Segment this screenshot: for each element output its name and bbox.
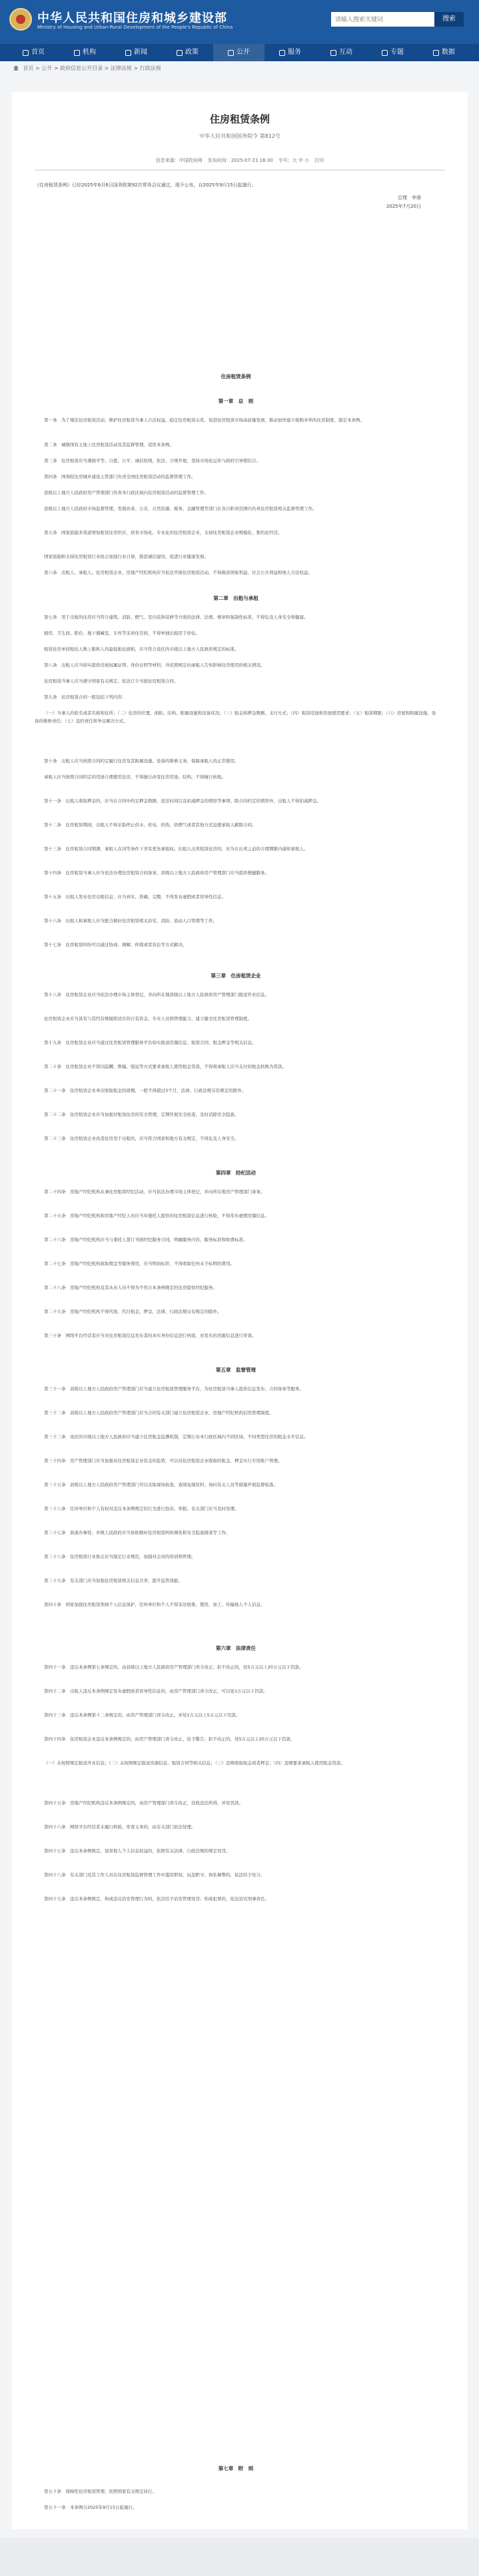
article-paragraph: 第四十三条 违反本条例第十二条规定的，由房产管理部门责令改正，并处1万元以上5万元以下罚款。	[44, 1712, 240, 1718]
nav-item-2[interactable]	[111, 44, 162, 61]
article-paragraph: 第二十六条 房地产经纪机构应当与委托人签订书面经纪服务合同，明确服务内容、服务标准和收费标准。	[44, 1237, 248, 1242]
article-paragraph: 第二十三条 住房租赁企业改造住房用于出租的，应当符合国家和地方有关规定，不得危及人身安全。	[44, 1136, 239, 1141]
home-icon	[13, 65, 19, 71]
article-paragraph: 第三十八条 住房租赁行业协会应当制定行业规范，加强对会员的培训和管理。	[44, 1554, 196, 1559]
org-icon	[74, 50, 80, 56]
nav-item-0[interactable]	[8, 44, 59, 61]
article-paragraph: 第三十四条 房产管理部门应当加强对住房租赁企业资金的监管，可以对住房租赁企业收取的租金、押金实行专用账户管理。	[44, 1458, 282, 1463]
decree-text: 《住房租赁条例》已经2025年6月6日国务院第92次常务会议通过，现予公布，自2025年9月15日起施行。	[35, 182, 256, 188]
article-paragraph: 第三十九条 有关部门应当加强住房租赁相关信息共享，提升监管效能。	[44, 1578, 183, 1583]
search-input[interactable]	[331, 12, 434, 27]
site-header	[0, 0, 479, 44]
article-paragraph: 第十条 出租人应当按照合同约定履行住房及其附属设施、设备的维修义务，保障承租人的正常使用。	[44, 758, 239, 764]
policy-icon	[177, 50, 183, 56]
interact-icon	[330, 50, 336, 56]
breadcrumb	[0, 61, 479, 76]
article-paragraph: 第十六条 出租人和承租人应当配合做好住房租赁相关治安、消防、流动人口管理等工作。	[44, 918, 217, 923]
article-paragraph: 第四十五条 房地产经纪机构违反本条例规定的，由房产管理部门责令改正，没收违法所得，并处罚款。	[44, 1800, 243, 1806]
article-paragraph: 第十二条 住房租赁期间，出租人不得采取停止供水、供电、供热、供燃气或者其他方式迫使承租人解除合同。	[44, 822, 256, 828]
article-meta	[12, 157, 468, 164]
site-title[interactable]: 中华人民共和国住房和城乡建设部	[37, 11, 227, 25]
article-paragraph: 第十九条 住房租赁企业应当通过住房租赁管理服务平台如实报送房源信息、租赁合同、租金押金等相关信息。	[44, 1040, 256, 1045]
nav-label: 政策	[185, 49, 199, 56]
nav-item-6[interactable]	[316, 44, 367, 61]
article-paragraph: 第四十二条 出租人违反本条例规定发布虚假或者误导性信息的，由房产管理部门责令改正，可以处1万元以下罚款。	[44, 1688, 268, 1694]
nav-item-7[interactable]	[367, 44, 418, 61]
article-paragraph: 第十四条 住房租赁当事人应当依法办理住房租赁合同备案，县级以上地方人民政府房产管理部门应当提供便捷服务。	[44, 870, 269, 876]
article-paragraph: （一）未按照规定报送开业信息；（二）未按照规定报送房源信息、租赁合同等相关信息；（三）违规收取租金或者押金；（四）违规要求承租人使用租金贷款。	[44, 1760, 345, 1766]
signature-date: 2025年7月20日	[386, 204, 421, 209]
article-paragraph: 第二十二条 住房租赁企业应当加强对租赁住房的安全管理，定期开展安全检查，及时消除安全隐患。	[44, 1112, 239, 1117]
nav-item-4[interactable]	[213, 44, 264, 61]
page-title: 住房租赁条例	[209, 113, 270, 125]
article-paragraph: 租赁住房单间租住人数上限和人均最低租住面积，应当符合设区的市级以上地方人民政府规定的标准。	[44, 646, 239, 652]
nav-label: 服务	[288, 49, 301, 56]
meta-item: 信息来源：中国政府网	[155, 158, 203, 163]
article-paragraph: 第三十三条 设区的市级以上地方人民政府应当建立住房租金监测机制，定期公布本行政区域内不同区域、不同类型住房的租金水平信息。	[44, 1434, 308, 1439]
nav-label: 专题	[390, 49, 404, 56]
article-paragraph: 第四十八条 有关部门及其工作人员在住房租赁监督管理工作中滥用职权、玩忽职守、徇私舞弊的，依法给予处分。	[44, 1872, 265, 1878]
article-paragraph: 第三十六条 任何单位和个人有权对违反本条例规定的行为进行投诉、举报。有关部门应当及时处理。	[44, 1506, 239, 1511]
article-paragraph: （一）当事人的姓名或者名称和住所；（二）住房的位置、面积、结构、附属设施和设备状况；（三）租金和押金数额、支付方式；（四）租赁用途和房屋使用要求；（五）租赁期限；（六）房屋和附属设施、设备的维修责任；（七）违约责任和争议解决方式。	[35, 710, 436, 724]
article-paragraph: 第十七条 住房租赁纠纷可以通过协商、调解、仲裁或者诉讼等方式解决。	[44, 942, 187, 947]
article-paragraph: 第四十七条 违反本条例规定，侵害他人个人信息权益的，依照有关法律、行政法规的规定处罚。	[44, 1848, 231, 1854]
article-paragraph: 第七条 用于出租的住房应当符合建筑、消防、燃气、室内装饰装修等方面的法律、法规、规章和强制性标准，不得危及人身安全和健康。	[44, 615, 308, 620]
article-paragraph: 县级以上地方人民政府市场监督管理、发展改革、公安、自然资源、税务、金融管理等部门在各自职责范围内负责住房租赁相关监督管理工作。	[44, 506, 317, 511]
article-paragraph: 第二十七条 房地产经纪机构收取佣金等服务费用，应当明码标价，不得收取任何未予标明的费用。	[44, 1261, 235, 1266]
nav-item-3[interactable]	[162, 44, 213, 61]
nav-label: 机构	[83, 49, 96, 56]
article-paragraph: 第三十一条 县级以上地方人民政府房产管理部门应当建立住房租赁管理服务平台，为住房租赁当事人提供信息发布、合同备案等服务。	[44, 1386, 304, 1392]
article-paragraph: 第十五条 出租人发布住房出租信息，应当真实、准确、完整，不得发布虚假或者误导性信息。	[44, 894, 226, 900]
chapter-title: 住房租赁条例	[221, 374, 251, 380]
article-paragraph: 第二十五条 房地产经纪机构和房地产经纪人员应当对委托人提供的住房租赁信息进行核验，不得发布虚假房源信息。	[44, 1213, 269, 1218]
article-paragraph: 第四十条 国家加强住房租赁领域个人信息保护，任何单位和个人不得非法收集、使用、加工、传输他人个人信息。	[44, 1602, 265, 1607]
chapter-title: 第二章 出租与承租	[213, 595, 258, 601]
article-paragraph: 县级以上地方人民政府房产管理部门负责本行政区域内住房租赁活动的监督管理工作。	[44, 490, 209, 495]
open-icon	[228, 50, 234, 56]
breadcrumb-text[interactable]: 首页 > 公开 > 政府信息公开目录 > 法律法规 > 行政法规	[23, 65, 161, 71]
article-paragraph: 承租人应当按照合同约定的用途合理使用住房，不得擅自改变住房用途、结构，不得擅自转租。	[44, 774, 226, 780]
article-paragraph: 第二十一条 住房租赁企业单次收取租金的周期，一般不得超过3个月，法律、行政法规另有规定的除外。	[44, 1088, 246, 1093]
article-paragraph: 第五十一条 本条例自2025年9月15日起施行。	[44, 2505, 137, 2510]
chapter-title: 第五章 监督管理	[216, 1367, 256, 1373]
article-paragraph: 厨房、卫生间、阳台、地下储藏室、车库等非居住空间，不得单独出租用于居住。	[44, 631, 200, 636]
home-icon	[23, 50, 29, 56]
data-icon	[433, 50, 439, 56]
article-paragraph: 第三十五条 县级以上地方人民政府房产管理部门可以采取现场检查、查阅复制资料、询问有关人员等措施开展监督检查。	[44, 1482, 278, 1487]
article-paragraph: 第三条 住房租赁应当遵循平等、自愿、公平、诚信原则，依法、合规开展，坚持市场化运作与政府引导相结合。	[44, 458, 260, 463]
nav-label: 互动	[339, 49, 352, 56]
chapter-title: 第三章 住房租赁企业	[211, 973, 261, 979]
meta-item: 发布时间：2025-07-21 16:30	[207, 158, 273, 163]
article-paragraph: 第三十七条 街道办事处、乡镇人民政府应当协助做好住房租赁纠纷调处和安全隐患排查等工作。	[44, 1530, 231, 1535]
signature-premier: 总理 李强	[398, 195, 421, 200]
news-icon	[125, 50, 131, 56]
nav-item-8[interactable]	[418, 44, 470, 61]
article-paragraph: 第二十四条 房地产经纪机构从事住房租赁经纪活动，应当依法办理市场主体登记，并向所在地房产管理部门备案。	[44, 1189, 265, 1194]
article-paragraph: 第二条 城镇国有土地上住房租赁活动及其监督管理，适用本条例。	[44, 442, 174, 447]
service-icon	[279, 50, 285, 56]
nav-label: 公开	[237, 49, 250, 56]
article-paragraph: 住房租赁当事人应当遵守国家有关规定，依法订立书面住房租赁合同。	[44, 678, 179, 684]
article-paragraph: 国家鼓励和支持住房租赁行业协会加强行业自律，推进诚信建设，促进行业健康发展。	[44, 554, 209, 559]
national-emblem-icon	[9, 8, 32, 31]
article-paragraph: 第四条 国务院住房城乡建设主管部门负责全国住房租赁活动的监督管理工作。	[44, 474, 196, 479]
article-paragraph: 第十八条 住房租赁企业应当依法办理市场主体登记，并向所在地县级以上地方人民政府房产管理部门报送开业信息。	[44, 992, 269, 997]
chapter-title: 第七章 附 则	[218, 2465, 254, 2471]
nav-label: 首页	[31, 49, 45, 56]
nav-item-5[interactable]	[264, 44, 316, 61]
article-paragraph: 第二十条 住房租赁企业不得以隐瞒、欺骗、强迫等方式要求承租人使用租金贷款，不得将承租人应当支付的租金转换为贷款。	[44, 1064, 286, 1069]
chapter-title: 第四章 经纪活动	[216, 1170, 256, 1176]
nav-label: 新闻	[134, 49, 147, 56]
topic-icon	[382, 50, 388, 56]
article-paragraph: 第十三条 住房租赁合同期满，承租人在同等条件下享有优先承租权。出租人出卖租赁住房的，应当在出卖之前的合理期限内通知承租人。	[44, 846, 308, 852]
article-paragraph: 第四十四条 住房租赁企业违反本条例规定的，由房产管理部门责令改正，给予警告；拒不改正的，处5万元以上20万元以下罚款。	[44, 1736, 295, 1742]
article-paragraph: 第二十八条 房地产经纪机构及其从业人员不得为不符合本条例规定的住房提供经纪服务。	[44, 1285, 217, 1290]
main-nav	[0, 44, 479, 61]
article-paragraph: 第四十九条 违反本条例规定，构成违反治安管理行为的，依法给予治安管理处罚；构成犯罪的，依法追究刑事责任。	[44, 1896, 269, 1902]
article-paragraph: 第二十九条 房地产经纪机构不得代收、代付租金、押金，法律、行政法规另有规定的除外。	[44, 1309, 222, 1314]
article-paragraph: 第五条 国家鼓励多渠道增加租赁住房供应，培育市场化、专业化的住房租赁企业，支持住房租赁企业规模化、集约化经营。	[44, 530, 282, 535]
nav-item-1[interactable]	[59, 44, 111, 61]
search-button[interactable]: 搜索	[434, 12, 464, 27]
article-paragraph: 第十一条 出租人收取押金的，应当在合同中约定押金数额、返还时间以及扣减押金的情形等事项。除合同约定的情形外，出租人不得扣减押金。	[44, 798, 321, 804]
page-footer	[0, 2538, 479, 2576]
meta-item[interactable]: 打印	[314, 158, 324, 163]
article-paragraph: 第八条 出租人应当如实提供房屋权属证明、身份证明等材料，并依照规定向承租人告知影响住房使用的相关情况。	[44, 662, 265, 668]
article-paragraph: 第一条 为了规范住房租赁活动，维护住房租赁当事人合法权益，稳定住房租赁关系，促进住房租赁市场高质量发展，推动加快建立租购并举的住房制度，制定本条例。	[44, 417, 364, 423]
article-paragraph: 第四十六条 网络平台经营者未履行核验、审查义务的，由有关部门依法处理。	[44, 1824, 196, 1830]
article-paragraph: 第三十条 网络平台经营者应当对住房租赁信息发布者的真实身份信息进行核验，对发布的房源信息进行审查。	[44, 1333, 256, 1338]
chapter-title: 第六章 法律责任	[216, 1645, 256, 1651]
article-paragraph: 第六条 出租人、承租人、住房租赁企业、房地产经纪机构应当依法开展住房租赁活动，不得损害国家利益、社会公共利益和他人合法权益。	[44, 570, 312, 575]
article-paragraph: 第三十二条 县级以上地方人民政府房产管理部门应当会同有关部门建立住房租赁企业、房地产经纪机构信用管理制度。	[44, 1410, 274, 1416]
article-paragraph: 住房租赁企业应当具有与其经营规模相适应的自有资金、专业人员和管理能力，建立健全住房租赁管理制度。	[44, 1016, 252, 1021]
nav-label: 数据	[442, 49, 455, 56]
article-paragraph: 第九条 住房租赁合同一般包括下列内容：	[44, 694, 127, 700]
chapter-title: 第一章 总 则	[218, 398, 254, 404]
article-paragraph: 第四十一条 违反本条例第七条规定的，由县级以上地方人民政府房产管理部门责令改正；拒不改正的，处5万元以上20万元以下罚款。	[44, 1665, 304, 1670]
document-number: 中华人民共和国国务院令 第812号	[199, 133, 280, 139]
site-title-en: Ministry of Housing and Urban-Rural Development of the People's Republic of China	[37, 25, 233, 30]
article-paragraph: 第五十条 保障性住房租赁管理，依照国家有关规定执行。	[44, 2489, 157, 2494]
meta-item[interactable]: 字号：大 中 小	[278, 158, 310, 163]
